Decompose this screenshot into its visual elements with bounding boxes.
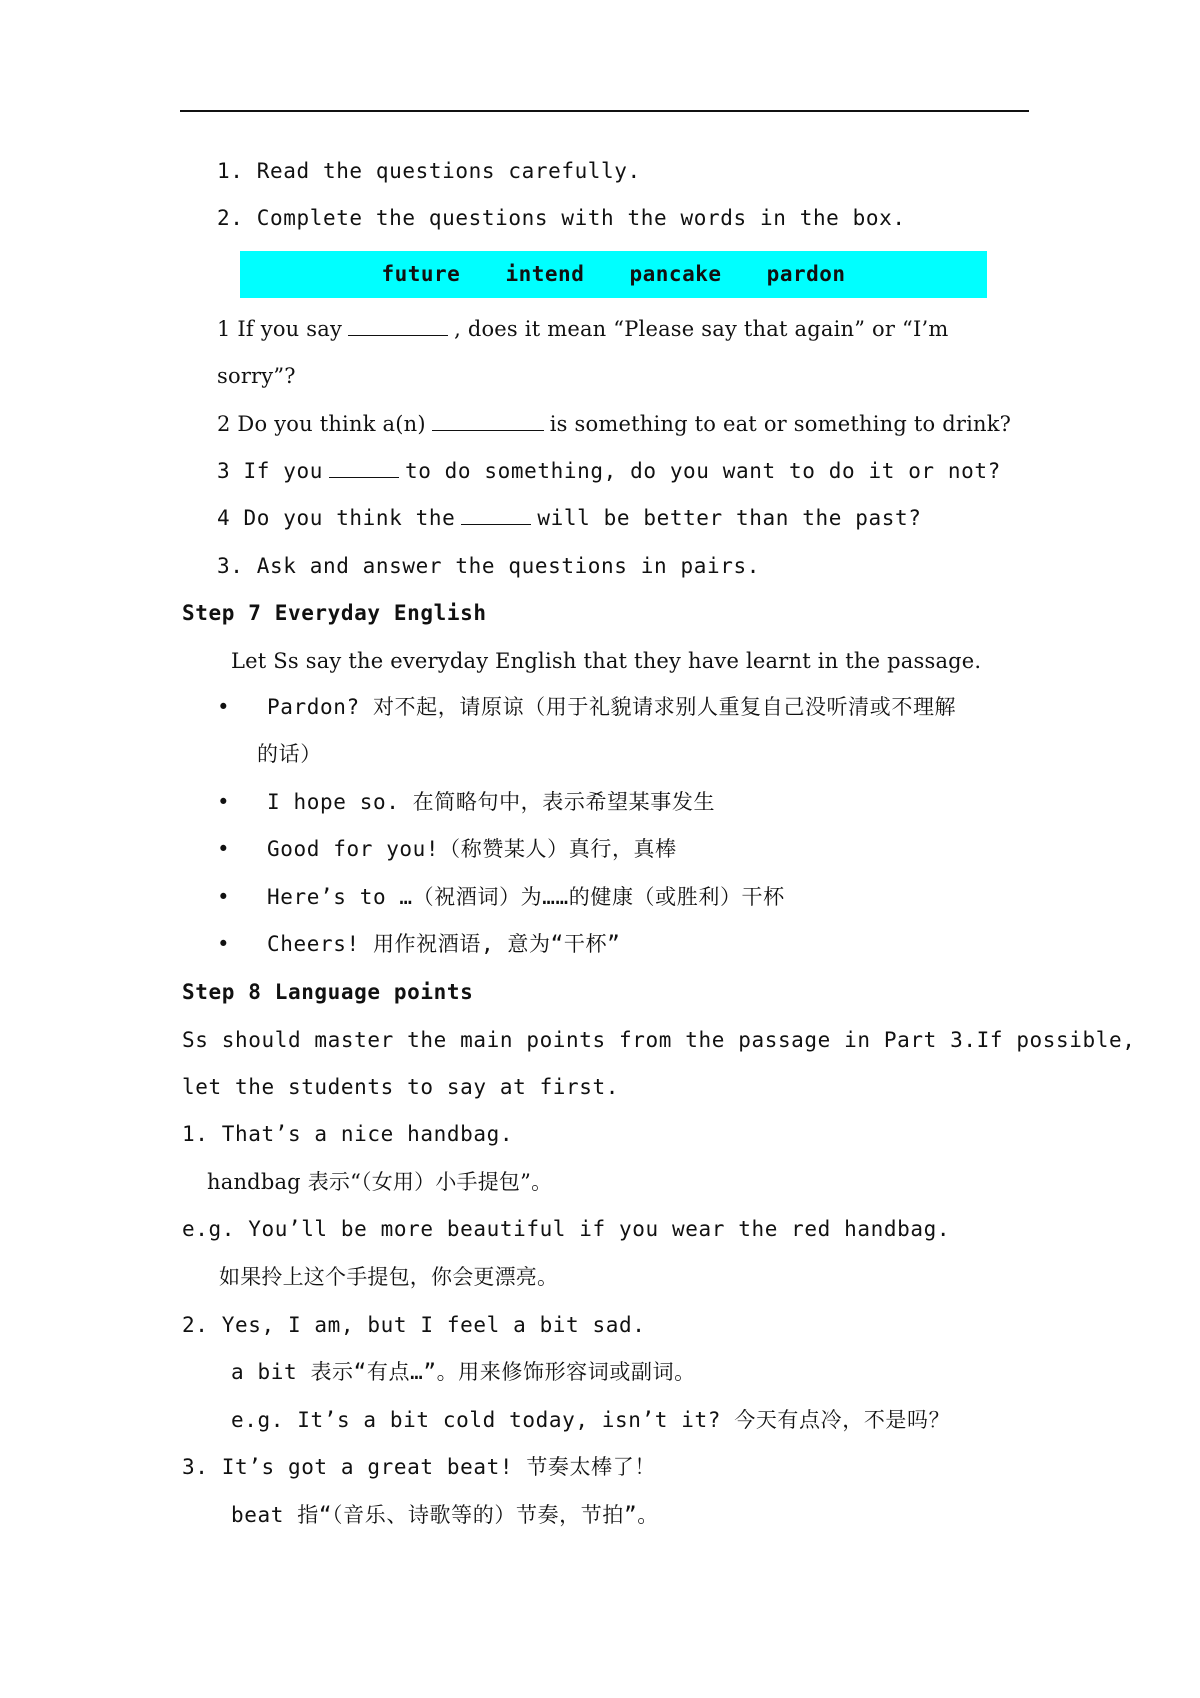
point-2-line-2: e.g. It’s a bit cold today, isn’t it? 今天有点冷，不是吗？ — [231, 1408, 951, 1432]
question-2-before: 2 Do you think a(n) — [217, 412, 426, 436]
step-7-heading: Step 7 Everyday English — [182, 601, 487, 625]
step-8-heading: Step 8 Language points — [182, 980, 474, 1004]
question-1-cont: sorry”? — [217, 364, 296, 388]
point-1-title: 1. That’s a nice handbag. — [182, 1122, 514, 1146]
step-8-intro-cont: let the students to say at first. — [182, 1075, 620, 1099]
word-box-item: intend — [505, 262, 585, 286]
everyday-item-1: Pardon? 对不起，请原谅（用于礼貌请求别人重复自己没听清或不理解 — [267, 695, 957, 719]
point-1-line-2: e.g. You’ll be more beautiful if you wear the red handbag. — [182, 1217, 951, 1241]
bullet-dot: • — [217, 790, 230, 814]
step-7-intro: Let Ss say the everyday English that they have learnt in the passage. — [231, 649, 982, 673]
point-1-line-1: handbag 表示“（女用）小手提包”。 — [207, 1170, 553, 1194]
question-4-after: will be better than the past? — [537, 506, 922, 530]
word-box-item: pancake — [629, 262, 722, 286]
point-3-title: 3. It’s got a great beat! 节奏太棒了！ — [182, 1455, 656, 1479]
word-box-words — [240, 251, 987, 298]
bullet-dot: • — [217, 932, 230, 956]
question-3 — [217, 456, 1001, 486]
instruction-1: 1. Read the questions carefully. — [217, 159, 641, 183]
word-box — [240, 251, 987, 298]
header-rule — [180, 110, 1029, 112]
instruction-2: 2. Complete the questions with the words in the box. — [217, 206, 906, 230]
point-3-line-1: beat 指“（音乐、诗歌等的）节奏，节拍”。 — [231, 1503, 659, 1527]
everyday-item-2: I hope so. 在简略句中，表示希望某事发生 — [267, 790, 716, 814]
question-2-blank — [432, 410, 544, 431]
question-1-after: , does it mean “Please say that again” or “I’m — [454, 317, 949, 341]
question-1-before: 1 If you say — [217, 317, 343, 341]
everyday-item-3: Good for you!（称赞某人）真行，真棒 — [267, 837, 677, 861]
word-box-item: pardon — [766, 262, 846, 286]
question-2-after: is something to eat or something to drink? — [549, 412, 1012, 436]
everyday-item-4: Here’s to …（祝酒词）为……的健康（或胜利）干杯 — [267, 885, 785, 909]
bullet-dot: • — [217, 885, 230, 909]
question-1-blank — [348, 315, 448, 336]
question-4 — [217, 503, 921, 533]
step-8-intro: Ss should master the main points from the passage in Part 3.If possible, — [182, 1028, 1136, 1052]
point-2-line-1: a bit 表示“有点…”。用来修饰形容词或副词。 — [231, 1360, 696, 1384]
word-box-item: future — [381, 262, 461, 286]
question-2 — [217, 409, 1011, 439]
bullet-dot: • — [217, 695, 230, 719]
question-3-after: to do something, do you want to do it or not? — [404, 459, 1001, 483]
point-1-line-3: 如果拎上这个手提包，你会更漂亮。 — [219, 1265, 559, 1289]
everyday-item-1-cont: 的话） — [257, 742, 322, 766]
question-3-blank — [329, 457, 399, 478]
point-2-title: 2. Yes, I am, but I feel a bit sad. — [182, 1313, 646, 1337]
everyday-item-5: Cheers! 用作祝酒语, 意为“干杯” — [267, 932, 621, 956]
bullet-dot: • — [217, 837, 230, 861]
question-4-before: 4 Do you think the — [217, 506, 456, 530]
question-1 — [217, 314, 948, 344]
question-3-before: 3 If you — [217, 459, 323, 483]
instruction-3: 3. Ask and answer the questions in pairs. — [217, 554, 760, 578]
question-4-blank — [461, 504, 531, 525]
